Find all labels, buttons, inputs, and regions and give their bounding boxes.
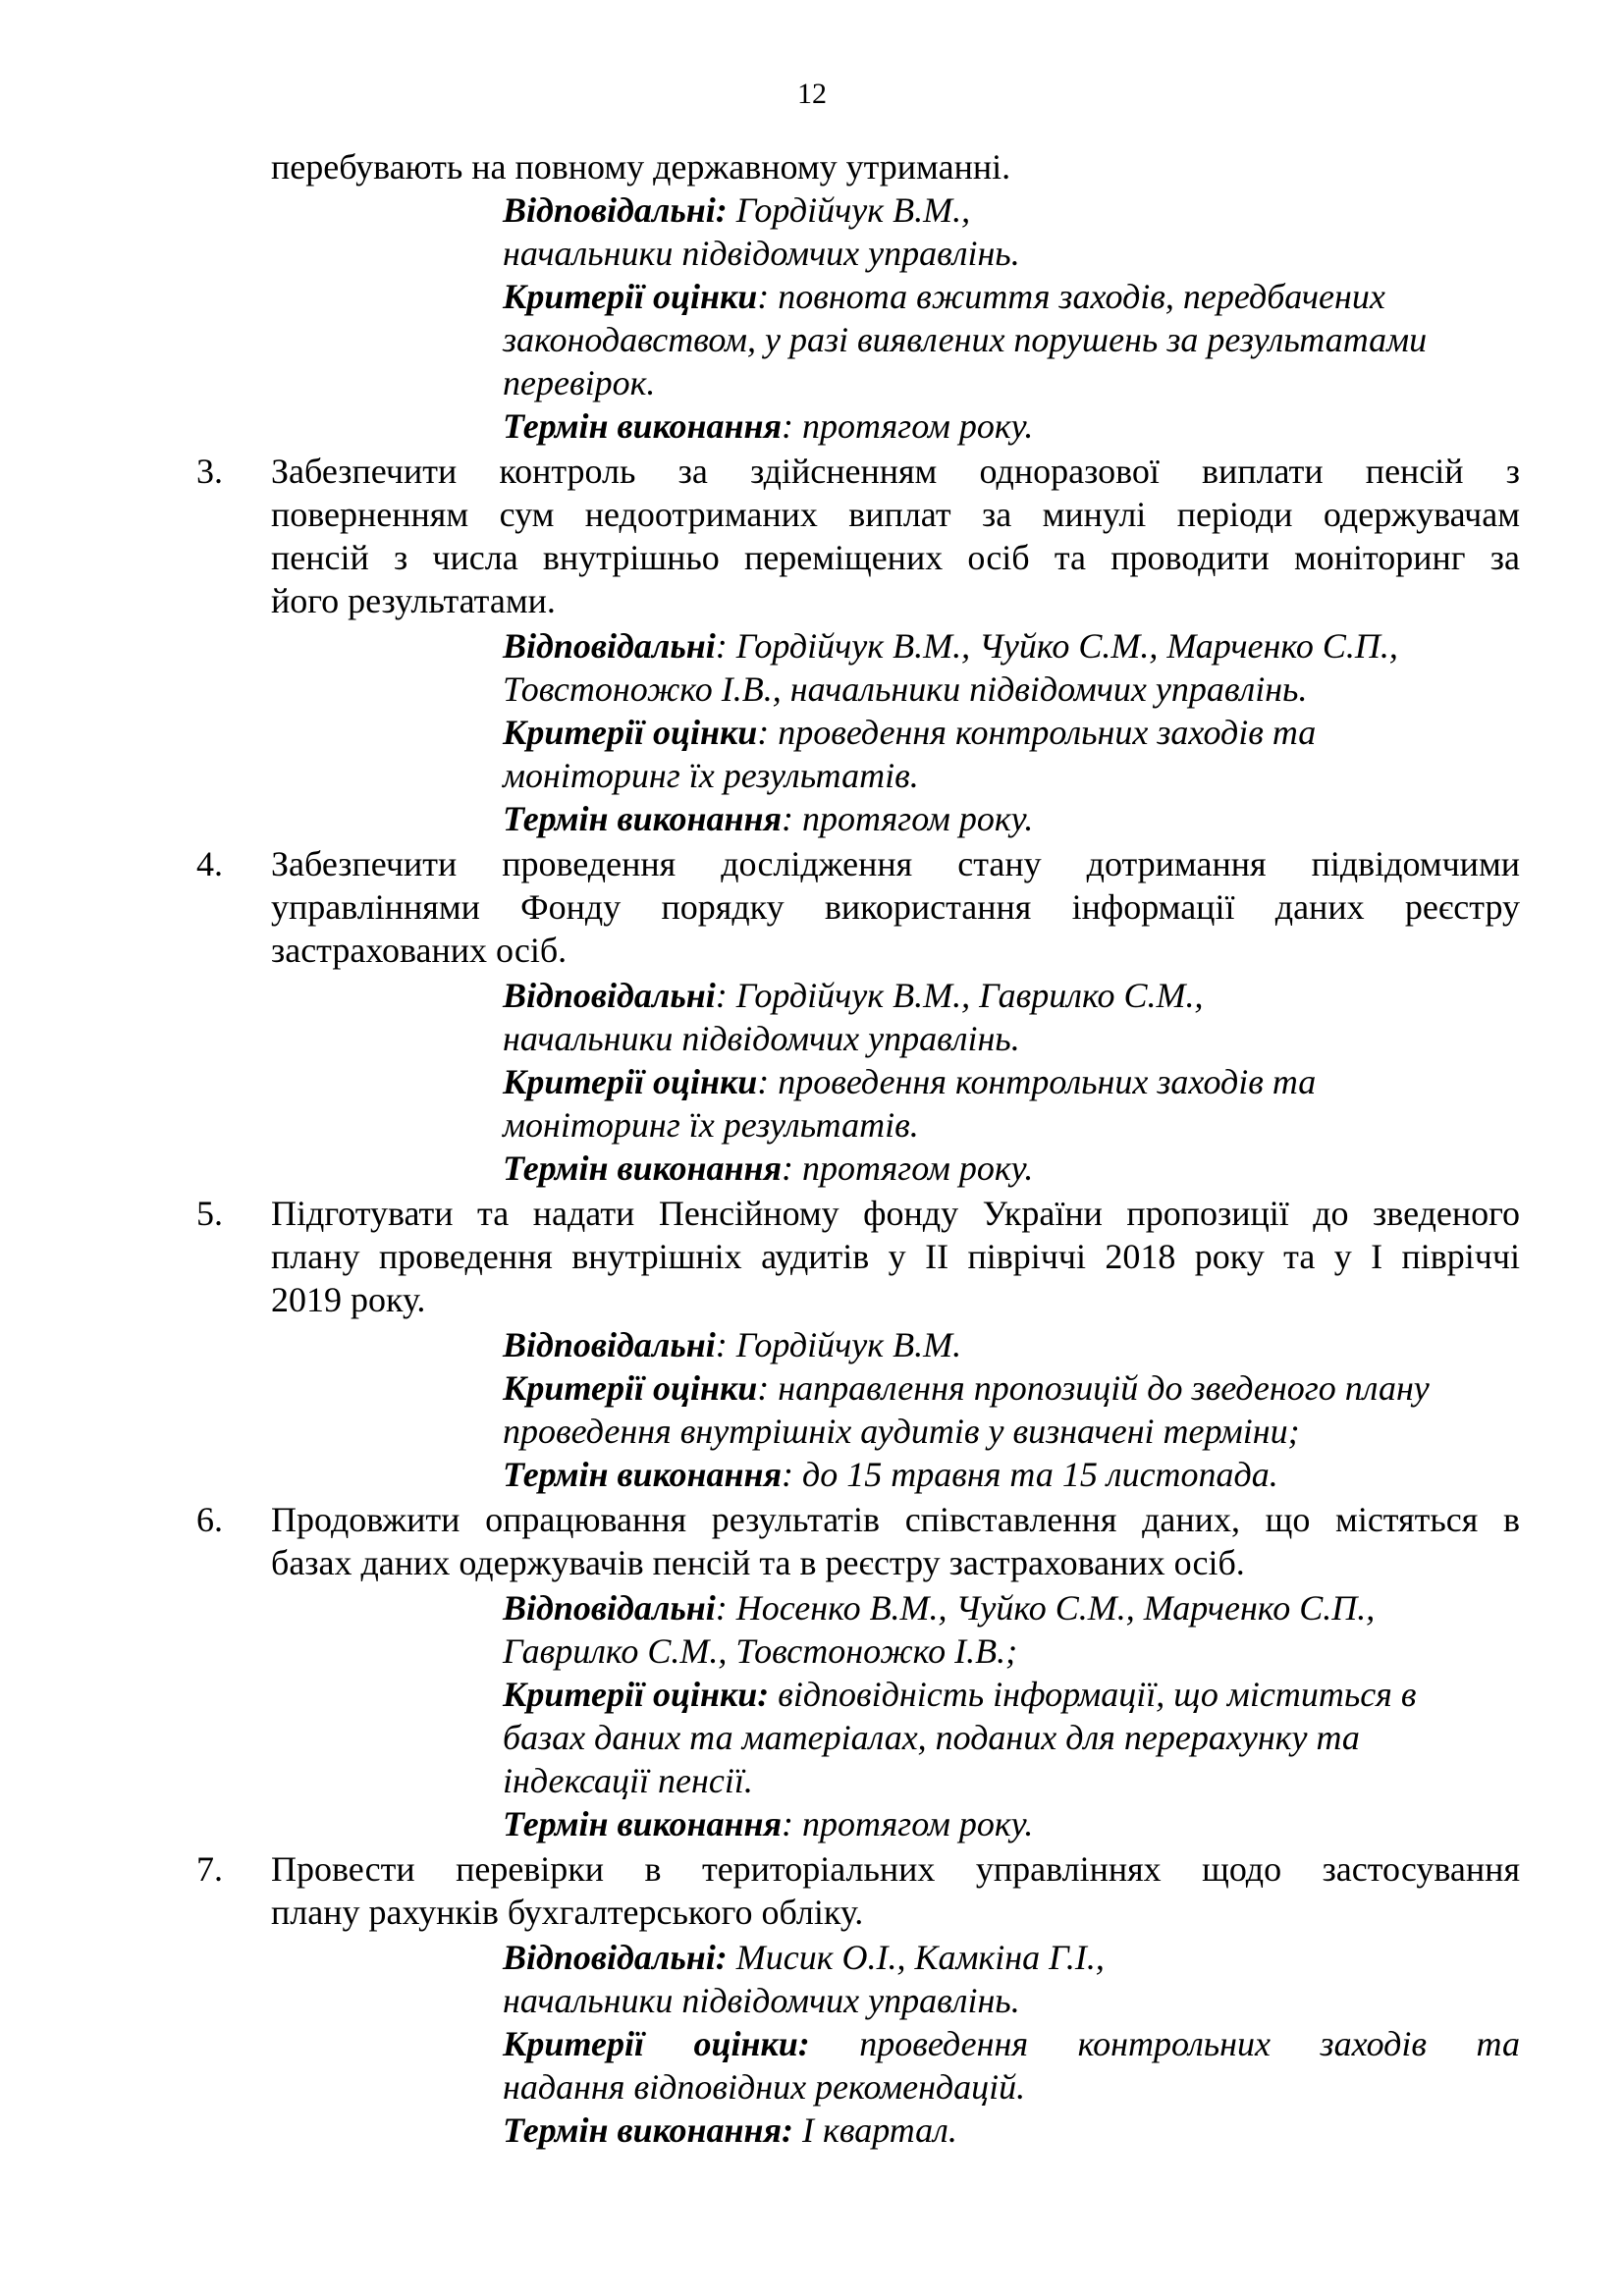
item-criteria-cont: проведення внутрішніх аудитів у визначені терміни; [503, 1412, 1300, 1451]
item-term: Термін виконання: І квартал. [503, 2110, 957, 2150]
item-term: Термін виконання: протягом року. [503, 799, 1034, 838]
item-text-line: плану проведення внутрішніх аудитів у ІІ півріччі 2018 року та у І півріччі [271, 1237, 1520, 1276]
item-text-line: Забезпечити проведення дослідження стану дотримання підвідомчими [271, 844, 1520, 883]
item-responsible-cont: Гаврилко С.М., Товстоножко І.В.; [503, 1631, 1018, 1671]
item-text-line: управліннями Фонду порядку використання інформації даних реєстру [271, 887, 1520, 927]
item-criteria-cont: моніторинг їх результатів. [503, 1105, 919, 1145]
item-criteria-cont: моніторинг їх результатів. [503, 756, 919, 795]
item-responsible: Відповідальні: Гордійчук В.М., Гаврилко С.М., [503, 976, 1204, 1015]
item-text-line: базах даних одержувачів пенсій та в реєстру застрахованих осіб. [271, 1543, 1245, 1582]
item-text-line: Забезпечити контроль за здійсненням одноразової виплати пенсій з [271, 452, 1520, 491]
item-responsible-cont: Товстоножко І.В., начальники підвідомчих управлінь. [503, 669, 1308, 709]
item-term: Термін виконання: до 15 травня та 15 листопада. [503, 1455, 1278, 1494]
intro-criteria-cont: законодавством, у разі виявлених порушень за результатами [503, 320, 1428, 359]
item-number: 6. [196, 1500, 223, 1539]
item-criteria: Критерії оцінки: проведення контрольних заходів та [503, 713, 1317, 752]
item-criteria-cont: надання відповідних рекомендацій. [503, 2067, 1026, 2107]
intro-criteria: Критерії оцінки: повнота вжиття заходів, передбачених [503, 277, 1385, 316]
item-text-line: Провести перевірки в територіальних управліннях щодо застосування [271, 1849, 1520, 1889]
item-text-line: пенсій з числа внутрішньо переміщених осіб та проводити моніторинг за [271, 538, 1520, 577]
item-text-line: застрахованих осіб. [271, 931, 568, 970]
item-number: 5. [196, 1194, 223, 1233]
item-text-line: Продовжити опрацювання результатів співставлення даних, що містяться в [271, 1500, 1520, 1539]
intro-criteria-cont: перевірок. [503, 363, 656, 402]
item-number: 4. [196, 844, 223, 883]
item-number: 3. [196, 452, 223, 491]
item-criteria: Критерії оцінки: відповідність інформації, що міститься в [503, 1675, 1417, 1714]
item-text-line: його результатами. [271, 581, 556, 620]
intro-text-line: перебувають на повному державному утриманні. [271, 147, 1011, 187]
item-responsible: Відповідальні: Мисик О.І., Камкіна Г.І., [503, 1938, 1105, 1977]
intro-term: Термін виконання: протягом року. [503, 406, 1034, 446]
item-criteria: Критерії оцінки: проведення контрольних заходів та [503, 2024, 1520, 2063]
item-criteria-cont: базах даних та матеріалах, поданих для перерахунку та [503, 1718, 1360, 1757]
item-text-line: 2019 року. [271, 1280, 426, 1319]
page-number: 12 [797, 78, 827, 110]
item-responsible-cont: начальники підвідомчих управлінь. [503, 1981, 1020, 2020]
item-responsible: Відповідальні: Гордійчук В.М. [503, 1325, 962, 1364]
item-term: Термін виконання: протягом року. [503, 1804, 1034, 1843]
item-term: Термін виконання: протягом року. [503, 1148, 1034, 1188]
intro-responsible: Відповідальні: Гордійчук В.М., [503, 190, 971, 230]
item-criteria: Критерії оцінки: направлення пропозицій до зведеного плану [503, 1368, 1430, 1408]
item-text-line: Підготувати та надати Пенсійному фонду України пропозиції до зведеного [271, 1194, 1520, 1233]
item-responsible: Відповідальні: Гордійчук В.М., Чуйко С.М., Марченко С.П., [503, 626, 1398, 666]
item-responsible-cont: начальники підвідомчих управлінь. [503, 1019, 1020, 1058]
item-criteria: Критерії оцінки: проведення контрольних заходів та [503, 1062, 1317, 1101]
item-responsible: Відповідальні: Носенко В.М., Чуйко С.М., Марченко С.П., [503, 1588, 1376, 1628]
item-number: 7. [196, 1849, 223, 1889]
intro-responsible-cont: начальники підвідомчих управлінь. [503, 234, 1020, 273]
item-text-line: плану рахунків бухгалтерського обліку. [271, 1893, 864, 1932]
item-criteria-cont: індексації пенсії. [503, 1761, 753, 1800]
item-text-line: поверненням сум недоотриманих виплат за минулі періоди одержувачам [271, 495, 1520, 534]
